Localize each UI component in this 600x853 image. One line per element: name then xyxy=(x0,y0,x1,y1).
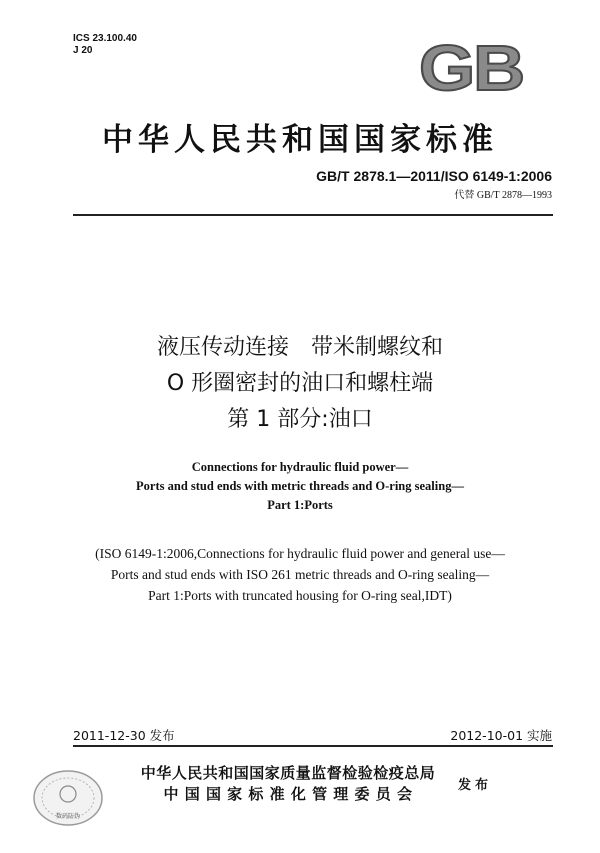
ccs-code: J 20 xyxy=(73,45,93,56)
top-divider xyxy=(73,214,553,216)
publish-label: 发布 xyxy=(458,778,493,793)
chinese-title xyxy=(0,330,600,438)
cn-title-line-1: 液压传动连接 带米制螺纹和 xyxy=(156,335,443,360)
gb-logo xyxy=(416,40,526,94)
iso-line-3: Part 1:Ports with truncated housing for O-ring seal,IDT) xyxy=(148,588,452,603)
en-title-line-1: Connections for hydraulic fluid power— xyxy=(191,460,409,474)
issuer-aqsiq: 中华人民共和国国家质量监督检验检疫总局 xyxy=(140,764,436,782)
english-title xyxy=(0,458,600,515)
seal-text: 数码防伪 xyxy=(55,813,81,820)
replaces-note: 代替 GB/T 2878—1993 xyxy=(454,190,552,201)
bottom-divider xyxy=(73,745,553,747)
cn-title-line-2: O 形圈密封的油口和螺柱端 xyxy=(166,371,434,396)
anti-counterfeit-seal xyxy=(32,768,104,828)
iso-line-2: Ports and stud ends with ISO 261 metric threads and O-ring sealing— xyxy=(110,567,490,582)
en-title-line-3: Part 1:Ports xyxy=(267,498,333,512)
gb-logo-text: GB xyxy=(419,40,523,94)
en-title-line-2: Ports and stud ends with metric threads and O-ring sealing— xyxy=(136,479,464,493)
iso-equivalence xyxy=(0,543,600,606)
issuer-sac: 中 国 国 家 标 准 化 管 理 委 员 会 xyxy=(163,785,413,803)
standard-number: GB/T 2878.1—2011/ISO 6149-1:2006 xyxy=(316,168,552,184)
ics-code-block xyxy=(73,33,137,57)
effective-date: 2012-10-01 实施 xyxy=(450,728,552,743)
issue-date: 2011-12-30 发布 xyxy=(73,728,175,743)
standard-category-title: 中华人民共和国国家标准 xyxy=(102,122,498,158)
iso-line-1: (ISO 6149-1:2006,Connections for hydraulic fluid power and general use— xyxy=(95,546,505,561)
ics-code: ICS 23.100.40 xyxy=(73,33,137,44)
cn-title-line-3: 第 1 部分:油口 xyxy=(227,407,373,432)
